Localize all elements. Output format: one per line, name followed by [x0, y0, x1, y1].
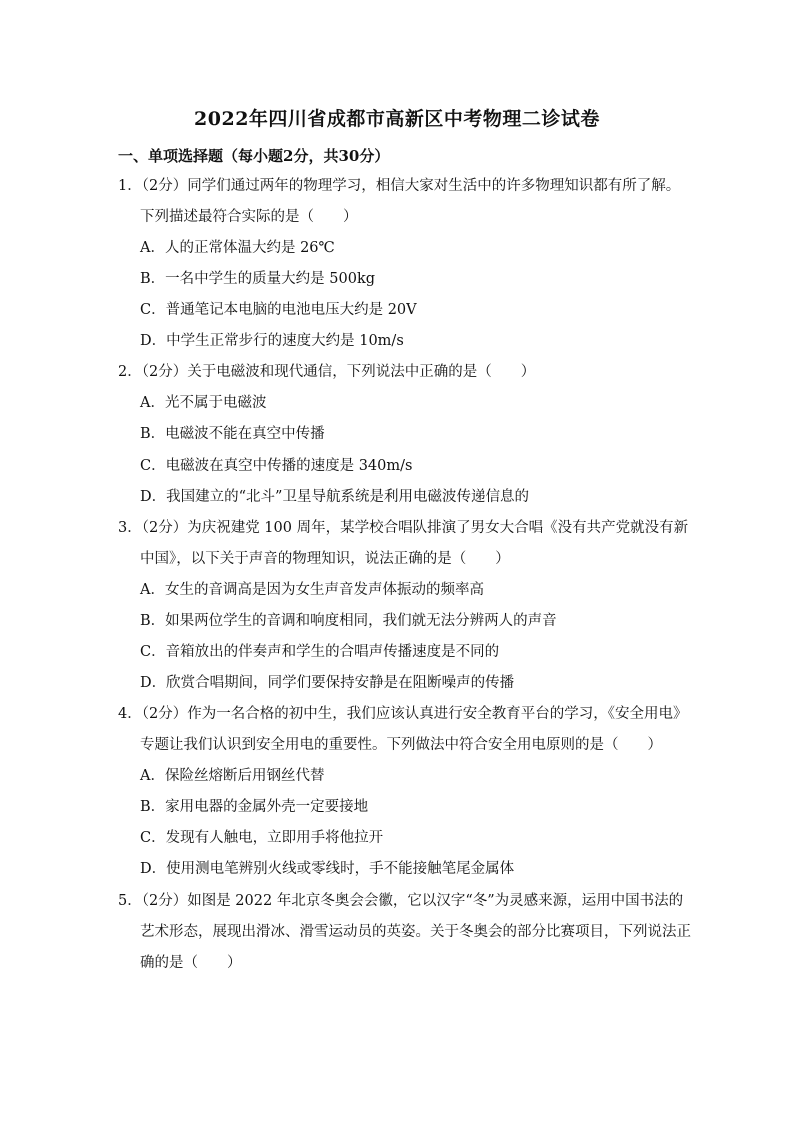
- question-4-option-b: B．家用电器的金属外壳一定要接地: [140, 799, 369, 815]
- question-4-option-d: D．使用测电笔辨别火线或零线时，手不能接触笔尾金属体: [140, 861, 515, 877]
- question-1-line-1: 1．（2分）同学们通过两年的物理学习，相信大家对生活中的许多物理知识都有所了解。: [118, 178, 681, 194]
- section-heading: 一、单项选择题（每小题2分，共30分）: [118, 147, 390, 165]
- question-1-option-c: C．普通笔记本电脑的电池电压大约是 20V: [140, 302, 417, 318]
- question-3-option-d: D．欣赏合唱期间，同学们要保持安静是在阻断噪声的传播: [140, 675, 515, 691]
- question-3-option-a: A．女生的音调高是因为女生声音发声体振动的频率高: [140, 582, 484, 598]
- question-3-line-1: 3．（2分）为庆祝建党 100 周年，某学校合唱队排演了男女大合唱《没有共产党就没有新: [118, 520, 689, 536]
- question-5-line-2: 艺术形态，展现出滑冰、滑雪运动员的英姿。关于冬奥会的部分比赛项目，下列说法正: [140, 924, 691, 940]
- question-4-line-1: 4．（2分）作为一名合格的初中生，我们应该认真进行安全教育平台的学习，《安全用电》: [118, 706, 688, 722]
- question-5-line-1: 5．（2分）如图是 2022 年北京冬奥会会徽，它以汉字“冬”为灵感来源，运用中国书法的: [118, 893, 684, 909]
- question-2-option-a: A．光不属于电磁波: [140, 395, 267, 411]
- question-1-option-b: B．一名中学生的质量大约是 500kg: [140, 271, 376, 287]
- question-4-line-2: 专题让我们认识到安全用电的重要性。下列做法中符合安全用电原则的是（ ）: [140, 737, 662, 753]
- question-3-option-c: C．音箱放出的伴奏声和学生的合唱声传播速度是不同的: [140, 644, 500, 660]
- page-title: 2022年四川省成都市高新区中考物理二诊试卷: [194, 108, 600, 130]
- question-2-option-c: C．电磁波在真空中传播的速度是 340m/s: [140, 458, 413, 474]
- question-1-option-a: A．人的正常体温大约是 26℃: [140, 240, 335, 256]
- question-1-line-2: 下列描述最符合实际的是（ ）: [140, 209, 358, 225]
- question-2-option-b: B．电磁波不能在真空中传播: [140, 426, 325, 442]
- question-2-option-d: D．我国建立的“北斗”卫星导航系统是利用电磁波传递信息的: [140, 489, 529, 505]
- question-4-option-c: C．发现有人触电，立即用手将他拉开: [140, 830, 384, 846]
- question-2-line-1: 2．（2分）关于电磁波和现代通信，下列说法中正确的是（ ）: [118, 364, 536, 380]
- question-3-option-b: B．如果两位学生的音调和响度相同，我们就无法分辨两人的声音: [140, 613, 557, 629]
- question-3-line-2: 中国》，以下关于声音的物理知识，说法正确的是（ ）: [140, 551, 510, 567]
- question-1-option-d: D．中学生正常步行的速度大约是 10m/s: [140, 333, 404, 349]
- question-5-line-3: 确的是（ ）: [140, 955, 242, 971]
- question-4-option-a: A．保险丝熔断后用钢丝代替: [140, 768, 325, 784]
